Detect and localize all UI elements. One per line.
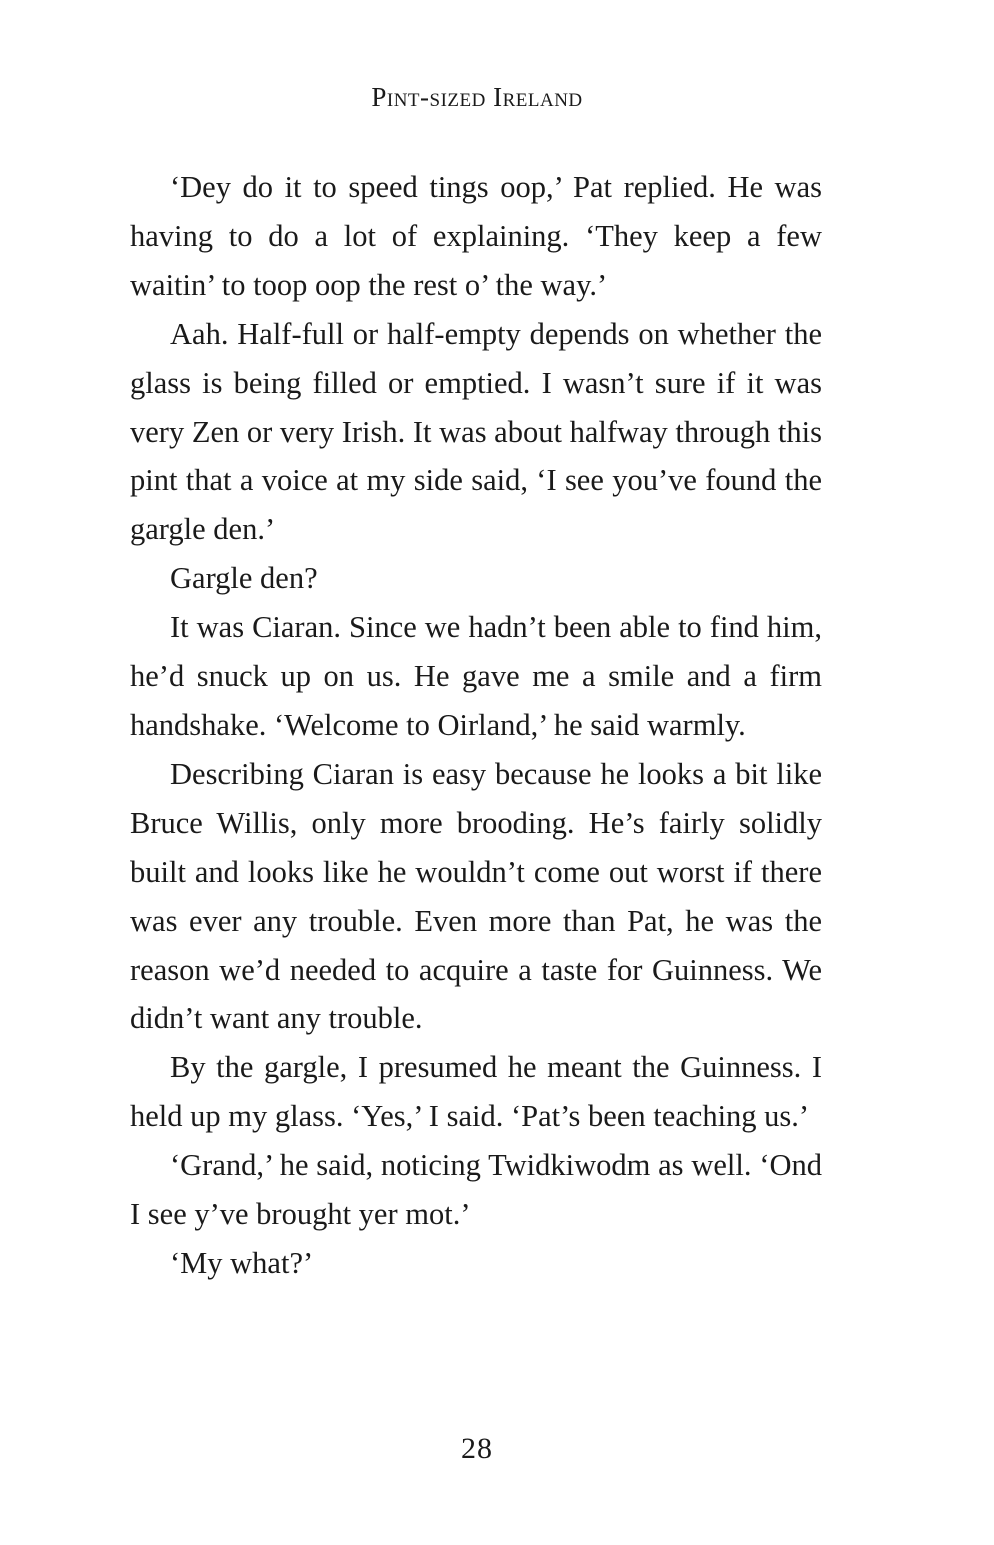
paragraph: Gargle den? xyxy=(170,561,318,596)
page-number: 28 xyxy=(461,1432,493,1465)
paragraph: ‘My what?’ xyxy=(170,1245,314,1280)
paragraph: It was Ciaran. Since we hadn’t been able to find him, he’d snuck up on us. He gave me a smile and a firm handshake. ‘Welcome to Oirland,’ he said warmly. xyxy=(130,610,822,742)
paragraph: Describing Ciaran is easy because he looks a bit like Bruce Willis, only more brooding. He’s fairly solidly built and looks like he wouldn’t come out worst if there was ever any trouble. Even more than Pat, he was the reason we’d needed to acquire a taste for Guinness. We didn’t want any trouble. xyxy=(130,756,822,1036)
paragraph: ‘Grand,’ he said, noticing Twidkiwodm as well. ‘Ond I see y’ve brought yer mot.’ xyxy=(130,1148,822,1232)
body-text xyxy=(130,163,822,1288)
paragraph: ‘Dey do it to speed tings oop,’ Pat replied. He was having to do a lot of explaining. ‘They keep a few waitin’ to toop oop the rest o’ the way.’ xyxy=(130,170,822,302)
paragraph: By the gargle, I presumed he meant the Guinness. I held up my glass. ‘Yes,’ I said. ‘Pat’s been teaching us.’ xyxy=(130,1050,822,1134)
running-head: Pint-sized Ireland xyxy=(371,82,583,112)
paragraph: Aah. Half-full or half-empty depends on whether the glass is being filled or emptied. I wasn’t sure if it was very Zen or very Irish. It was about halfway through this pint that a voice at my side said, ‘I see you’ve found the gargle den.’ xyxy=(130,316,822,547)
